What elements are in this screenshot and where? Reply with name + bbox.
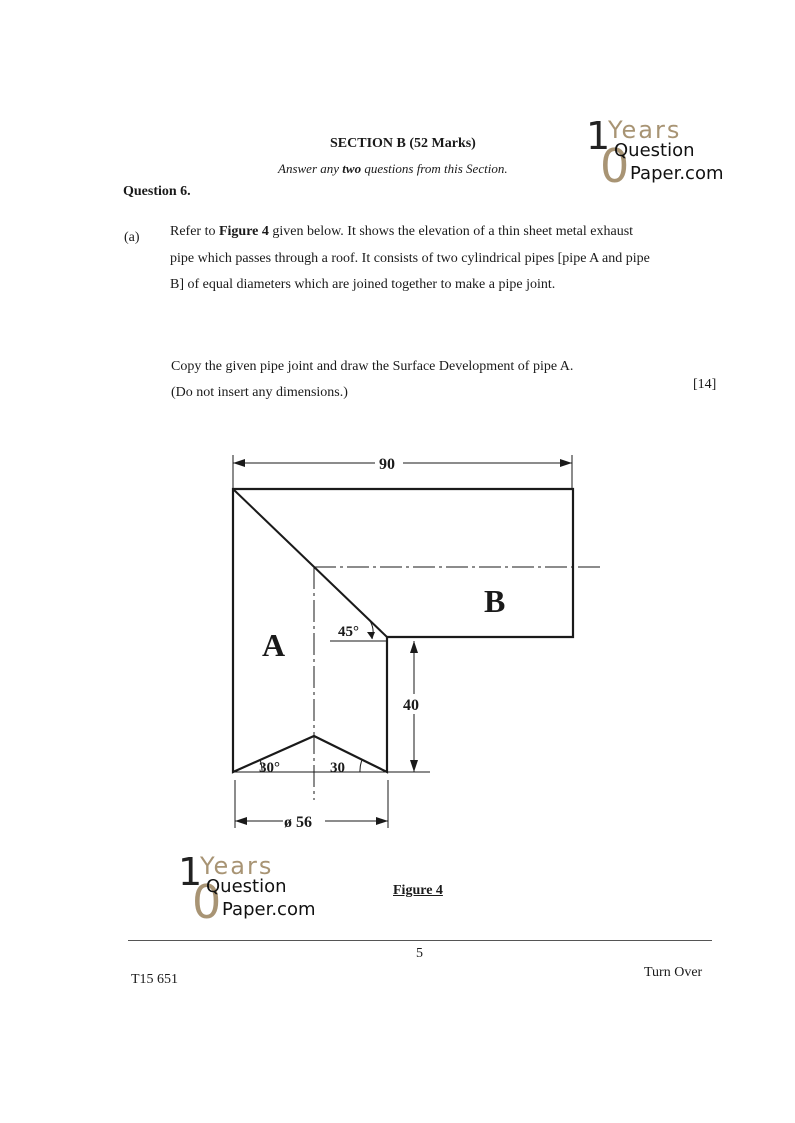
marks: [14] (693, 377, 717, 392)
arrow-height-top (410, 641, 418, 653)
arrow-width-left (233, 459, 245, 467)
task-line-1: Copy the given pipe joint and draw the Surface Development of pipe A. (171, 359, 574, 374)
angle-label-30-right: 30 (330, 760, 345, 776)
arrow-diameter-right (376, 817, 388, 825)
arrow-width-right (560, 459, 572, 467)
dimension-diameter-label: ø 56 (284, 814, 312, 831)
section-title: SECTION B (52 Marks) (330, 136, 476, 151)
task-line-2: (Do not insert any dimensions.) (171, 385, 348, 400)
watermark-logo-top: 1 Years 0 Question Paper.com (586, 114, 724, 193)
arrow-height-bottom (410, 760, 418, 772)
part-label: (a) (124, 230, 140, 245)
turn-over: Turn Over (644, 965, 703, 980)
question-number: Question 6. (123, 184, 191, 199)
watermark-logo-bottom: 1 Years 0 Question Paper.com (178, 850, 316, 929)
dimension-height-label: 40 (403, 697, 419, 714)
footer-divider (128, 940, 712, 941)
question-text: Refer to Figure 4 given below. It shows the elevation of a thin sheet metal exhaust pipe which passes through a roof. It consists of two cylindrical pipes [pipe A and pipe B] of equal diameters which are joined together to make a pipe joint. (170, 224, 650, 292)
angle-label-30-left: 30° (259, 760, 280, 776)
pipe-label-a: A (262, 627, 286, 663)
angle-arc-30-right (360, 760, 362, 772)
joint-line (233, 489, 387, 637)
page-number: 5 (416, 946, 423, 961)
pipe-label-b: B (484, 583, 506, 619)
angle-label-45: 45° (338, 624, 359, 640)
arrow-diameter-left (235, 817, 247, 825)
figure-caption: Figure 4 (393, 883, 443, 898)
arrow-angle-45 (367, 632, 375, 639)
paper-code: T15 651 (131, 972, 179, 987)
section-instruction: Answer any two questions from this Section. (278, 161, 508, 176)
dimension-width-label: 90 (379, 456, 395, 473)
